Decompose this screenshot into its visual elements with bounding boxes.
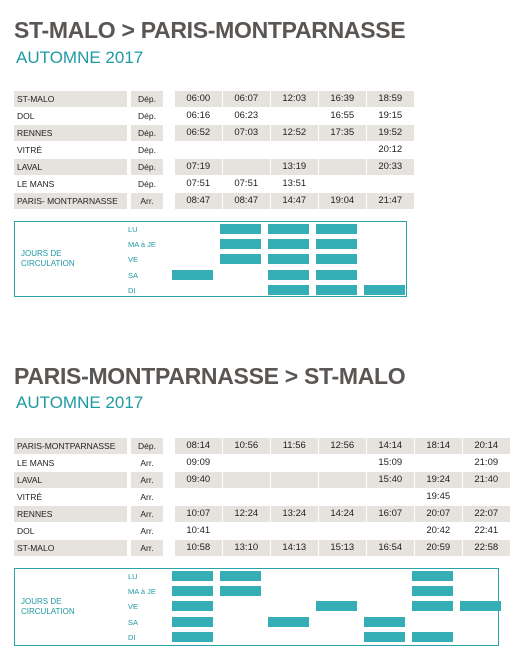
time-cell: 10:58 [175,540,222,556]
time-cell [271,108,318,124]
time-cell: 12:56 [319,438,366,454]
day-label: MA à JE [128,587,156,596]
time-cell: 22:58 [463,540,510,556]
time-cell: 21:09 [474,457,499,468]
day-label: LU [128,572,138,581]
table-row [14,489,498,505]
circulation-bar [268,224,309,234]
time-cell: 22:41 [474,525,499,536]
day-label: SA [128,271,139,280]
time-cell: 17:35 [319,125,366,141]
circulation-bar [268,617,309,627]
time-cell: 21:47 [367,193,414,209]
circulation-bar [364,632,405,642]
time-cell [319,455,366,471]
station-name: RENNES [14,506,127,522]
circulation-bar [316,285,357,295]
timetable-2-table [14,438,498,556]
time-cell [223,142,270,158]
time-cell [175,142,222,158]
time-cell: 06:52 [175,125,222,141]
time-cell: 07:19 [175,159,222,175]
time-cell: 19:24 [415,472,462,488]
time-cell: 06:07 [223,91,270,107]
time-cell: 12:03 [271,91,318,107]
time-cell: 09:09 [186,457,211,468]
timetable-1-table [14,91,406,209]
time-cell: 06:23 [234,110,259,121]
time-cell: 20:33 [367,159,414,175]
day-label: VE [128,255,139,264]
time-cell [319,472,366,488]
station-name: LAVAL [14,472,127,488]
station-name: LE MANS [17,179,55,189]
table-row [14,540,498,556]
table-row [14,159,406,175]
station-name: VITRÉ [17,492,43,502]
stop-type: Arr. [140,526,154,536]
table-row [14,523,498,539]
time-cell [223,489,270,505]
time-cell: 19:15 [378,110,403,121]
time-cell: 13:24 [271,506,318,522]
circulation-bar [220,224,261,234]
time-cell [271,489,318,505]
time-cell: 14:24 [319,506,366,522]
time-cell [271,472,318,488]
time-cell [367,489,414,505]
time-cell: 13:19 [271,159,318,175]
table-row [14,455,498,471]
stop-type: Arr. [140,458,154,468]
time-cell [319,176,366,192]
time-cell: 16:39 [319,91,366,107]
circulation-label-line2: CIRCULATION [21,259,75,268]
time-cell [271,523,318,539]
time-cell: 20:12 [378,144,403,155]
time-cell: 08:14 [175,438,222,454]
time-cell: 19:04 [319,193,366,209]
circulation-bar [268,270,309,280]
time-cell [367,176,414,192]
time-cell: 13:51 [282,178,307,189]
station-name: VITRÉ [17,145,43,155]
day-label: MA à JE [128,240,156,249]
circulation-label-line2: CIRCULATION [21,607,75,616]
time-cell: 07:51 [234,178,259,189]
circulation-bar [268,254,309,264]
table-row [14,125,406,141]
time-cell: 15:13 [319,540,366,556]
stop-type: Dép. [138,145,156,155]
time-cell [223,523,270,539]
circulation-bar [316,601,357,611]
time-cell [319,142,366,158]
time-cell: 14:13 [271,540,318,556]
time-cell: 10:07 [175,506,222,522]
time-cell: 19:45 [426,491,451,502]
timetable-2-circulation [14,568,499,646]
circulation-bar [412,601,453,611]
day-label: DI [128,286,136,295]
circulation-bar [364,617,405,627]
time-cell: 13:10 [223,540,270,556]
time-cell: 14:14 [367,438,414,454]
time-cell [175,489,222,505]
circulation-bar [172,571,213,581]
timetable-1-title: ST-MALO > PARIS-MONTPARNASSE [14,17,406,43]
table-row [14,193,406,209]
stop-type: Dép. [131,91,163,107]
stop-type: Dép. [131,125,163,141]
time-cell: 16:54 [367,540,414,556]
time-cell: 06:00 [175,91,222,107]
time-cell: 18:59 [367,91,414,107]
stop-type: Arr. [140,492,154,502]
time-cell [271,455,318,471]
table-row [14,506,498,522]
time-cell [223,159,270,175]
time-cell: 08:47 [175,193,222,209]
circulation-bar [316,270,357,280]
time-cell: 20:42 [426,525,451,536]
time-cell: 07:51 [186,178,211,189]
table-row [14,91,406,107]
time-cell [223,472,270,488]
time-cell: 12:24 [223,506,270,522]
circulation-bar [220,571,261,581]
time-cell: 15:09 [378,457,403,468]
time-cell [463,489,510,505]
time-cell: 22:07 [463,506,510,522]
circulation-bar [220,586,261,596]
stop-type: Dép. [131,438,163,454]
day-label: LU [128,225,138,234]
time-cell [319,489,366,505]
circulation-bar [412,586,453,596]
day-label: DI [128,633,136,642]
circulation-bar [172,586,213,596]
station-name: RENNES [14,125,127,141]
time-cell: 12:52 [271,125,318,141]
time-cell: 09:40 [175,472,222,488]
table-row [14,142,406,158]
station-name: LAVAL [14,159,127,175]
circulation-bar [364,285,405,295]
table-row [14,108,406,124]
time-cell: 08:47 [223,193,270,209]
time-cell: 20:07 [415,506,462,522]
table-row [14,472,498,488]
day-label: SA [128,618,139,627]
table-row [14,176,406,192]
station-name: PARIS-MONTPARNASSE [14,438,127,454]
station-name: LE MANS [17,458,55,468]
time-cell: 16:07 [367,506,414,522]
time-cell: 10:41 [186,525,211,536]
circulation-bar [412,632,453,642]
timetable-1-season: AUTOMNE 2017 [16,48,144,67]
time-cell [319,159,366,175]
circulation-bar [316,239,357,249]
stop-type: Dép. [138,111,156,121]
circulation-bar [268,239,309,249]
station-name: PARIS- MONTPARNASSE [14,193,127,209]
time-cell: 07:03 [223,125,270,141]
stop-type: Arr. [131,506,163,522]
circulation-bar [172,270,213,280]
station-name: ST-MALO [14,91,127,107]
circulation-bar [220,239,261,249]
day-label: VE [128,602,139,611]
timetable-2-season: AUTOMNE 2017 [16,393,144,412]
time-cell: 21:40 [463,472,510,488]
timetable-1-circulation [14,221,407,297]
station-name: DOL [17,111,35,121]
circulation-bar [460,601,501,611]
circulation-bar [172,617,213,627]
stop-type: Dép. [131,159,163,175]
time-cell: 11:56 [271,438,318,454]
time-cell: 18:14 [415,438,462,454]
circulation-bar [172,632,213,642]
circulation-label-line1: JOURS DE [21,597,62,606]
time-cell: 15:40 [367,472,414,488]
table-row [14,438,498,454]
time-cell: 20:14 [463,438,510,454]
time-cell [223,455,270,471]
circulation-bar [412,571,453,581]
time-cell: 20:59 [415,540,462,556]
circulation-bar [268,285,309,295]
time-cell: 14:47 [271,193,318,209]
circulation-label [21,597,75,617]
circulation-bar [316,254,357,264]
station-name: ST-MALO [14,540,127,556]
time-cell [367,523,414,539]
circulation-label [21,249,75,269]
circulation-bar [172,601,213,611]
time-cell [415,455,462,471]
stop-type: Arr. [131,193,163,209]
station-name: DOL [17,526,35,536]
time-cell [319,523,366,539]
circulation-bar [220,254,261,264]
time-cell: 19:52 [367,125,414,141]
stop-type: Arr. [131,540,163,556]
stop-type: Dép. [138,179,156,189]
time-cell: 06:16 [186,110,211,121]
circulation-bar [316,224,357,234]
timetable-2-title: PARIS-MONTPARNASSE > ST-MALO [14,363,406,389]
circulation-label-line1: JOURS DE [21,249,62,258]
time-cell: 16:55 [330,110,355,121]
stop-type: Arr. [131,472,163,488]
time-cell: 10:56 [223,438,270,454]
time-cell [271,142,318,158]
